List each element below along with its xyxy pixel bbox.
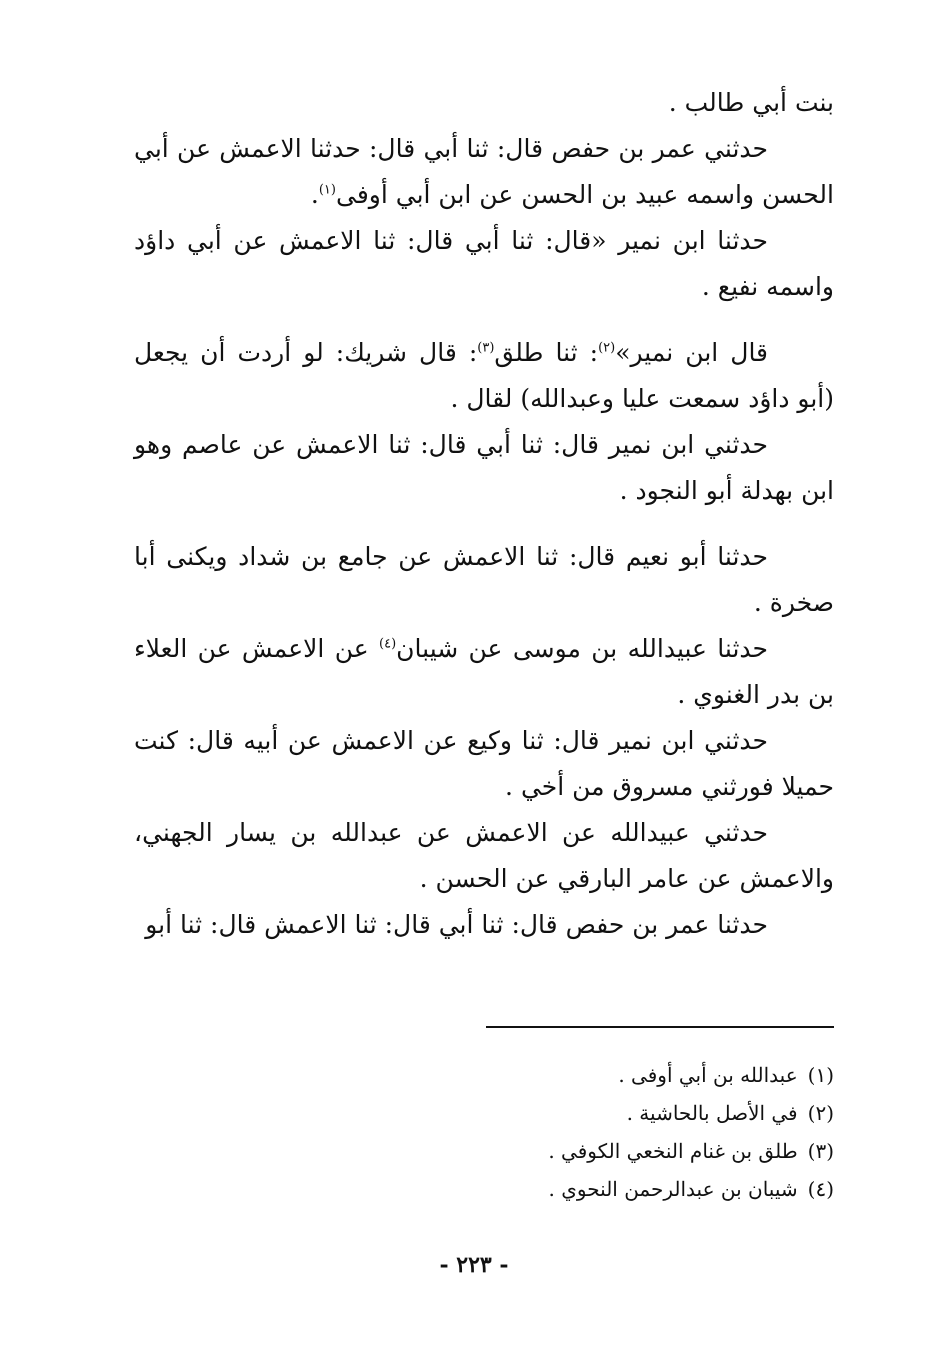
footnote-item — [400, 1056, 834, 1094]
paragraph-8: حدثني عبيدالله عن الاعمش عن عبدالله بن يسار الجهني، والاعمش عن عامر البارقي عن الحسن . — [134, 818, 834, 893]
footnote-text: طلق بن غنام النخعي الكوفي . — [548, 1139, 798, 1163]
paragraph-4: حدثني ابن نمير قال: ثنا أبي قال: ثنا الاعمش عن عاصم وهو ابن بهدلة أبو النجود . — [134, 430, 834, 505]
main-text-block — [134, 80, 834, 948]
paragraph-3-text-a: قال ابن نمير» — [615, 338, 769, 367]
footnote-ref-1: (١) — [318, 182, 336, 198]
paragraph-7: حدثني ابن نمير قال: ثنا وكيع عن الاعمش عن أبيه قال: كنت حميلا فورثني مسروق من أخي . — [134, 726, 834, 801]
footnote-ref-3: (٣) — [477, 340, 495, 356]
footnote-ref-2: (٢) — [598, 340, 616, 356]
footnote-text: عبدالله بن أبي أوفى . — [618, 1063, 798, 1087]
footnote-item — [400, 1170, 834, 1208]
footnotes-section — [400, 1056, 834, 1208]
footnote-item — [400, 1132, 834, 1170]
footnote-number: (١) — [807, 1063, 834, 1087]
paragraph-6-text-a: حدثنا عبيدالله بن موسى عن شيبان — [396, 634, 768, 663]
paragraph-9: حدثنا عمر بن حفص قال: ثنا أبي قال: ثنا الاعمش قال: ثنا أبو — [145, 910, 768, 939]
paragraph-1-text: حدثني عمر بن حفص قال: ثنا أبي قال: حدثنا الاعمش عن أبي الحسن واسمه عبيد بن الحسن عن ابن أبي أوفى — [134, 134, 834, 209]
paragraph-3-text-b: : ثنا طلق — [494, 338, 599, 367]
footnote-divider — [486, 1026, 834, 1028]
paragraph-6 — [134, 626, 834, 718]
paragraph-6-text-b: عن الاعمش عن العلاء بن بدر الغنوي . — [134, 634, 834, 709]
page-number: - ٢٢٣ - — [439, 1252, 509, 1278]
paragraph-1-end: . — [310, 180, 319, 209]
footnote-number: (٣) — [807, 1139, 834, 1163]
footnote-item — [400, 1094, 834, 1132]
footnote-text: شيبان بن عبدالرحمن النحوي . — [548, 1177, 798, 1201]
paragraph-3 — [134, 330, 834, 422]
paragraph-continuation: بنت أبي طالب . — [668, 88, 834, 117]
paragraph-3-text-c: : قال شريك: لو أردت أن يجعل (أبو داؤد سمعت عليا وعبدالله) لقال . — [134, 338, 834, 413]
footnote-ref-4: (٤) — [379, 636, 397, 652]
paragraph-2: حدثنا ابن نمير «قال: ثنا أبي قال: ثنا الاعمش عن أبي داؤد واسمه نفيع . — [134, 226, 834, 301]
paragraph-1 — [134, 126, 834, 218]
footnote-text: في الأصل بالحاشية . — [626, 1101, 798, 1125]
footnote-number: (٢) — [807, 1101, 834, 1125]
paragraph-5: حدثنا أبو نعيم قال: ثنا الاعمش عن جامع بن شداد ويكنى أبا صخرة . — [134, 542, 834, 617]
footnote-number: (٤) — [807, 1177, 834, 1201]
